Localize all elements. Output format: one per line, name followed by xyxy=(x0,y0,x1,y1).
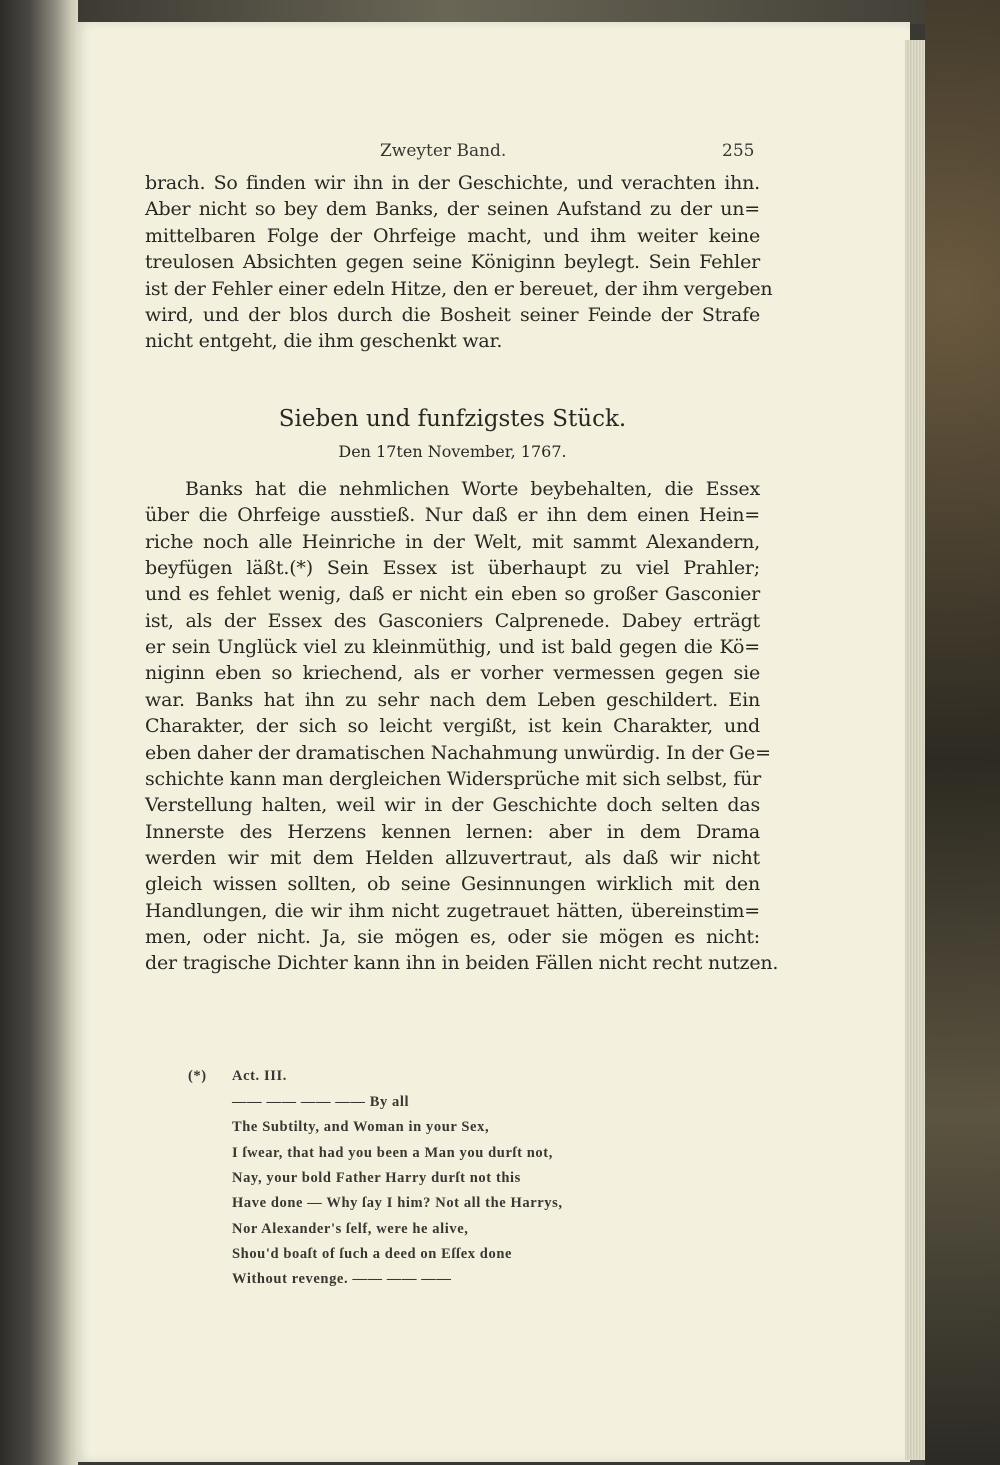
footnote-line: Have done — Why ſay I him? Not all the Harrys, xyxy=(232,1195,563,1212)
footnote-line: Without revenge. —— —— —— xyxy=(232,1271,452,1288)
text-line: ist, als der Essex des Gasconiers Calprenede. Dabey erträgt xyxy=(145,609,760,632)
text-line: niginn eben so kriechend, als er vorher vermessen gegen sie xyxy=(145,662,760,685)
text-line: über die Ohrfeige ausstieß. Nur daß er ihn dem einen Hein= xyxy=(145,504,760,527)
text-line: gleich wissen sollten, ob seine Gesinnungen wirklich mit den xyxy=(145,873,760,896)
text-line: nicht entgeht, die ihm geschenkt war. xyxy=(145,330,503,353)
footnote-line: Shou'd boaſt of ſuch a deed on Eſſex done xyxy=(232,1245,513,1262)
facing-page-edge xyxy=(0,0,78,1465)
text-line: mittelbaren Folge der Ohrfeige macht, und ihm weiter keine xyxy=(145,224,760,247)
text-line: wird, und der blos durch die Bosheit seiner Feinde der Strafe xyxy=(145,304,760,326)
section-heading: Sieben und funfzigstes Stück. xyxy=(278,406,627,432)
page-edges xyxy=(905,40,927,1460)
text-line: men, oder nicht. Ja, sie mögen es, oder sie mögen es nicht: xyxy=(145,925,760,948)
text-line: der tragische Dichter kann ihn in beiden Fällen nicht recht nutzen. xyxy=(145,952,779,975)
text-line: Innerste des Herzens kennen lernen: aber in dem Drama xyxy=(145,820,760,843)
footnote-line: Nor Alexander's ſelf, were he alive, xyxy=(232,1220,469,1237)
text-line: brach. So finden wir ihn in der Geschichte, und verachten ihn. xyxy=(145,172,760,194)
text-line: riche noch alle Heinriche in der Welt, mit sammt Alexandern, xyxy=(145,530,760,553)
book-cover-top xyxy=(78,0,1000,24)
page-number: 255 xyxy=(722,141,755,161)
footnote-line: —— —— —— —— By all xyxy=(232,1094,410,1110)
footnote-line: I ſwear, that had you been a Man you durſt not, xyxy=(232,1144,553,1161)
footnote-line: The Subtilty, and Woman in your Sex, xyxy=(232,1119,490,1136)
footnote-line: Nay, your bold Father Harry durſt not this xyxy=(232,1169,521,1186)
text-line: beyfügen läßt.(*) Sein Essex ist überhaupt zu viel Prahler; xyxy=(145,557,760,580)
footnote-act: Act. III. xyxy=(232,1068,287,1084)
text-line: Handlungen, die wir ihm nicht zugetrauet hätten, übereinstim= xyxy=(145,899,760,922)
running-title: Zweyter Band. xyxy=(380,141,507,161)
text-line: und es fehlet wenig, daß er nicht ein eben so großer Gasconier xyxy=(145,583,760,606)
text-line: werden wir mit dem Helden allzuvertraut, als daß wir nicht xyxy=(145,846,760,869)
text-line: Aber nicht so bey dem Banks, der seinen Aufstand zu der un= xyxy=(145,198,760,221)
text-line: ist der Fehler einer edeln Hitze, den er bereuet, der ihm vergeben xyxy=(145,277,773,300)
text-line: er sein Unglück viel zu kleinmüthig, und ist bald gegen die Kö= xyxy=(145,636,760,659)
section-date: Den 17ten November, 1767. xyxy=(338,442,567,461)
footnote-marker: (*) xyxy=(188,1068,207,1084)
marbled-cover xyxy=(925,0,1000,1465)
text-line: treulosen Absichten gegen seine Königinn beylegt. Sein Fehler xyxy=(145,251,760,274)
text-line: Charakter, der sich so leicht vergißt, ist kein Charakter, und xyxy=(145,715,760,738)
text-line: war. Banks hat ihn zu sehr nach dem Leben geschildert. Ein xyxy=(145,688,760,711)
text-line: schichte kann man dergleichen Widersprüche mit sich selbst, für xyxy=(145,767,762,790)
text-line: Banks hat die nehmlichen Worte beybehalten, die Essex xyxy=(185,478,760,500)
text-line: Verstellung halten, weil wir in der Geschichte doch selten das xyxy=(145,794,760,817)
text-line: eben daher der dramatischen Nachahmung unwürdig. In der Ge= xyxy=(145,741,771,764)
